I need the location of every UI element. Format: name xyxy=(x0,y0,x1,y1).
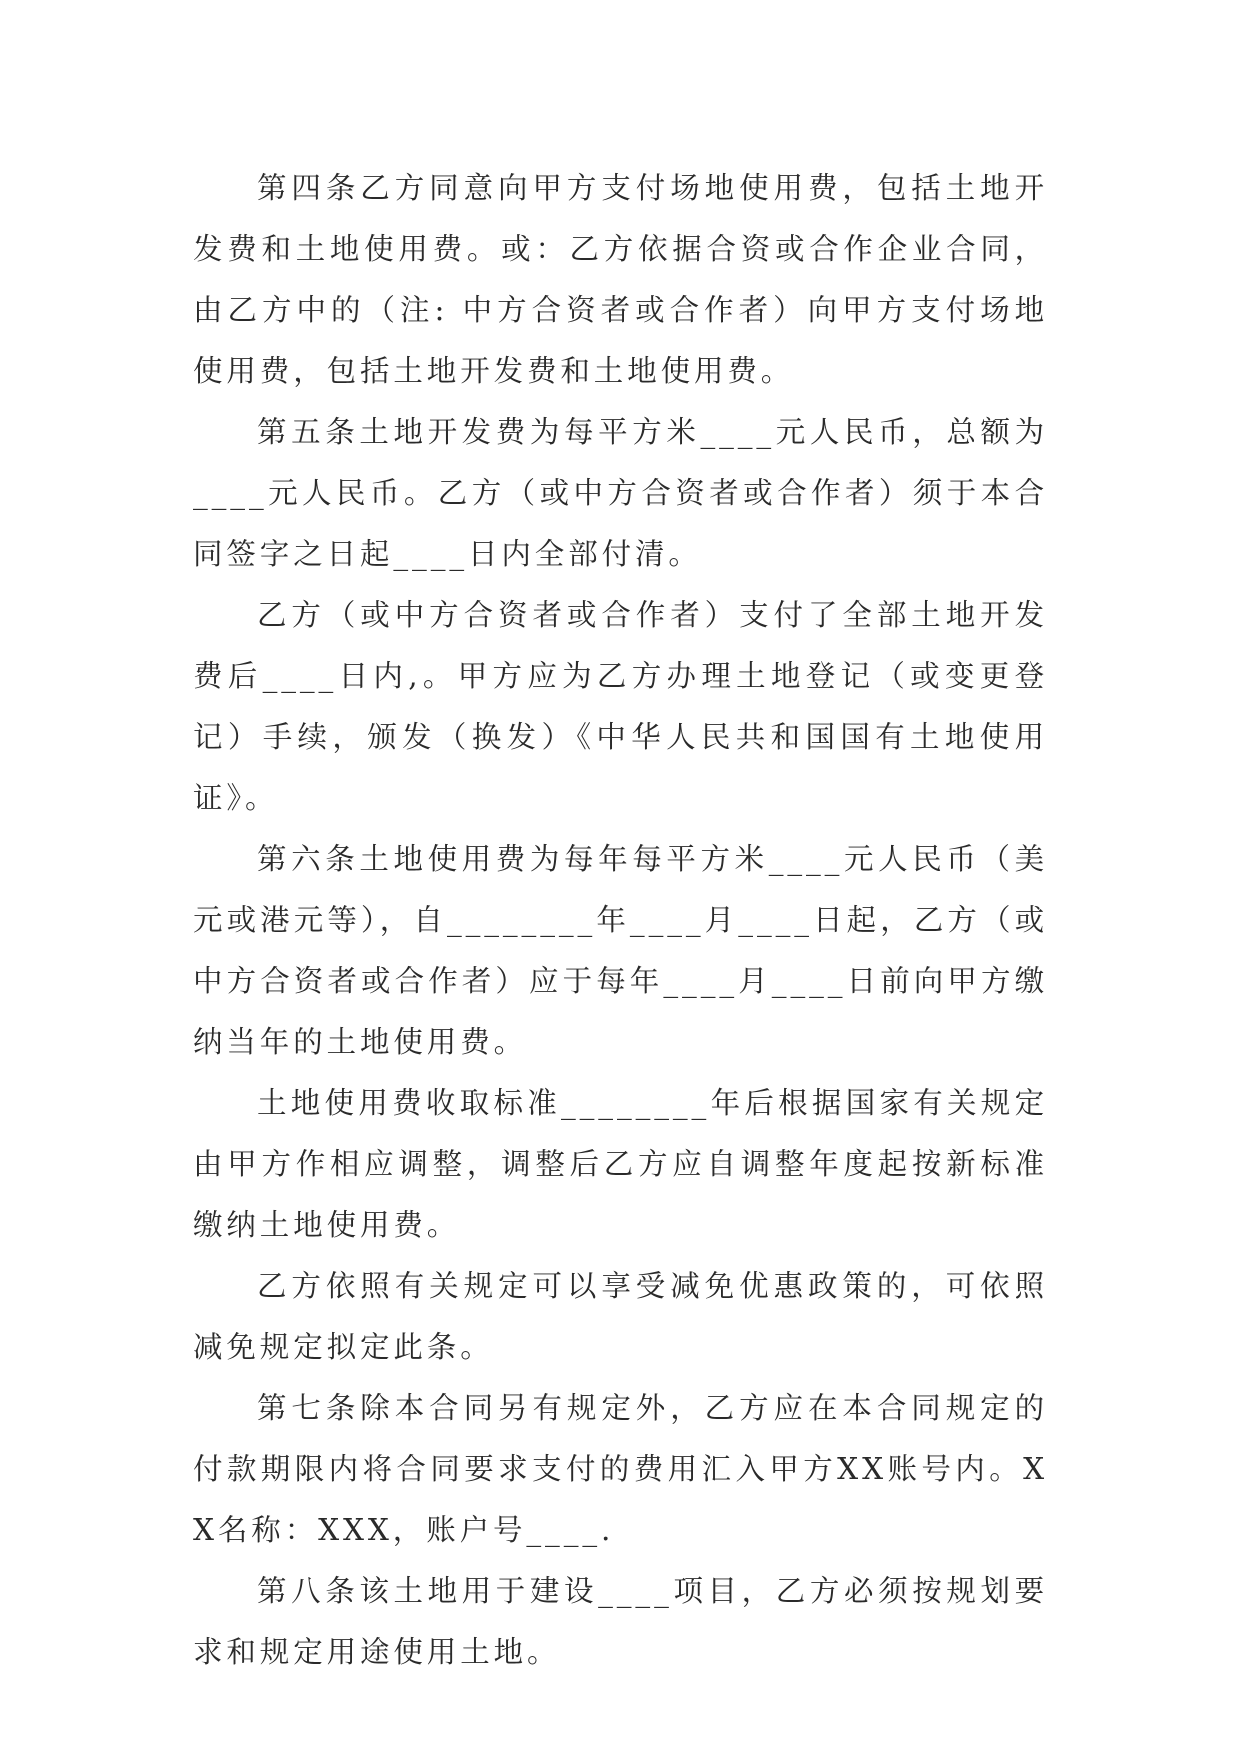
clause-4-paragraph: 第四条乙方同意向甲方支付场地使用费，包括土地开发费和土地使用费。或：乙方依据合资或合作企业合同，由乙方中的（注: 中方合资者或合作者）向甲方支付场地使用费，包括土地开发费和土地使用费。 xyxy=(193,171,1048,388)
clause-5-registration-paragraph: 乙方（或中方合资者或合作者）支付了全部土地开发费后____日内,。甲方应为乙方办理土地登记（或变更登记）手续，颁发（换发）《中华人民共和国国有土地使用证》。 xyxy=(193,598,1048,815)
clause-6-adjustment-paragraph: 土地使用费收取标准________年后根据国家有关规定由甲方作相应调整，调整后乙方应自调整年度起按新标准缴纳土地使用费。 xyxy=(193,1086,1048,1242)
clause-5-paragraph: 第五条土地开发费为每平方米____元人民币，总额为____元人民币。乙方（或中方合资者或合作者）须于本合同签字之日起____日内全部付清。 xyxy=(193,415,1048,571)
clause-6-exemption-paragraph: 乙方依照有关规定可以享受减免优惠政策的，可依照减免规定拟定此条。 xyxy=(193,1269,1048,1364)
clause-6-paragraph: 第六条土地使用费为每年每平方米____元人民币（美元或港元等），自________年____月____日起，乙方（或中方合资者或合作者）应于每年____月____日前向甲方缴纳当年的土地使用费。 xyxy=(193,842,1048,1059)
document-body xyxy=(193,158,1048,1683)
clause-7-paragraph: 第七条除本合同另有规定外，乙方应在本合同规定的付款期限内将合同要求支付的费用汇入甲方XX账号内。XX名称：XXX，账户号____. xyxy=(193,1391,1048,1547)
clause-8-paragraph: 第八条该土地用于建设____项目，乙方必须按规划要求和规定用途使用土地。 xyxy=(193,1574,1048,1669)
